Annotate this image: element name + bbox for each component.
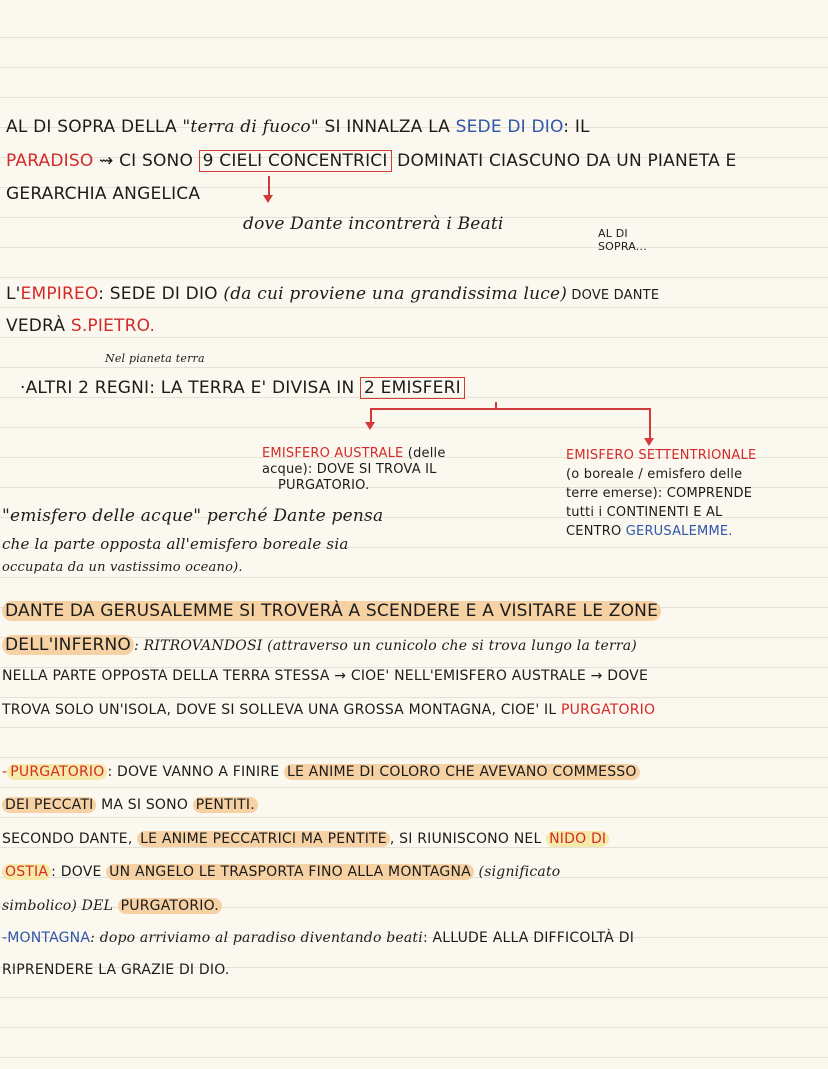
empireo-term: EMPIREO (20, 284, 99, 304)
para3-line1: ·ALTRI 2 REGNI: LA TERRA E' DIVISA IN 2 EMISFERI (20, 378, 465, 398)
para1-line1: AL DI SOPRA DELLA "terra di fuoco" SI INNALZA LA SEDE DI DIO: IL (6, 117, 590, 137)
sede-di-dio: SEDE DI DIO (455, 117, 564, 137)
para1-line2: PARADISO ⇝ CI SONO 9 CIELI CONCENTRICI DOMINATI CIASCUNO DA UN PIANETA E (6, 151, 737, 171)
para5-line5: simbolico) DEL PURGATORIO. (2, 898, 222, 914)
para3-quote-line3: occupata da un vastissimo oceano). (2, 560, 243, 575)
para3-quote-line1: "emisfero delle acque" perché Dante pensa (2, 506, 384, 526)
para2-line2: VEDRÀ S.PIETRO. (6, 316, 156, 336)
paradiso-term: PARADISO (6, 151, 94, 171)
branch-stem (495, 402, 497, 409)
para3-note: Nel pianeta terra (105, 352, 205, 365)
connector-arrow-head (263, 195, 273, 203)
hemisphere-north: EMISFERO SETTENTRIONALE (o boreale / emisfero delle terre emerse): COMPRENDE tutti i CONTINENTI E AL CENTRO GERUSALEMME. (566, 448, 757, 539)
para6-line2: RIPRENDERE LA GRAZIE DI DIO. (2, 962, 230, 978)
nine-heavens-box: 9 CIELI CONCENTRICI (199, 150, 392, 172)
northern-hemisphere-title: EMISFERO SETTENTRIONALE (566, 448, 757, 463)
southern-hemisphere-title: EMISFERO AUSTRALE (262, 446, 404, 461)
branch-right (649, 408, 651, 440)
para4-line4: TROVA SOLO UN'ISOLA, DOVE SI SOLLEVA UNA GROSSA MONTAGNA, CIOE' IL PURGATORIO (2, 702, 656, 718)
para4-line3: NELLA PARTE OPPOSTA DELLA TERRA STESSA → CIOE' NELL'EMISFERO AUSTRALE → DOVE (2, 668, 648, 684)
para5-line3: SECONDO DANTE, LE ANIME PECCATRICI MA PENTITE , SI RIUNISCONO NEL NIDO DI (2, 831, 609, 847)
nido-di-ostia-term: NIDO DI (546, 831, 609, 847)
para4-line1: DANTE DA GERUSALEMME SI TROVERÀ A SCENDERE E A VISITARE LE ZONE (2, 601, 661, 621)
gerusalemme-term: GERUSALEMME. (625, 524, 733, 539)
para4-line2: DELL'INFERNO : RITROVANDOSI (attraverso un cunicolo che si trova lungo la terra) (2, 635, 637, 655)
purgatorio-term: PURGATORIO (561, 702, 656, 718)
para5-line4: OSTIA : DOVE UN ANGELO LE TRASPORTA FINO ALLA MONTAGNA (significato (2, 864, 560, 880)
para1-note: AL DI SOPRA... (598, 227, 647, 253)
para5-line2: DEI PECCATI MA SI SONO PENTITI. (2, 797, 258, 813)
para1-line3: GERARCHIA ANGELICA (6, 184, 201, 204)
para1-line4: dove Dante incontrerà i Beati (243, 214, 504, 234)
connector-arrow (268, 176, 270, 196)
s-pietro-term: S.PIETRO. (70, 316, 156, 336)
montagna-heading: -MONTAGNA (2, 930, 91, 946)
branch-left-head (365, 422, 375, 430)
two-hemispheres-box: 2 EMISFERI (360, 377, 465, 399)
hemisphere-south: EMISFERO AUSTRALE (delle acque): DOVE SI TROVA IL PURGATORIO. (262, 446, 446, 493)
para3-quote-line2: che la parte opposta all'emisfero boreale sia (2, 535, 349, 553)
para6-line1: -MONTAGNA: dopo arriviamo al paradiso diventando beati: ALLUDE ALLA DIFFICOLTÀ DI (2, 930, 635, 946)
para5-line1: - PURGATORIO : DOVE VANNO A FINIRE LE ANIME DI COLORO CHE AVEVANO COMMESSO (2, 764, 640, 780)
branch-line (370, 408, 650, 410)
para2-line1: L'EMPIREO: SEDE DI DIO (da cui proviene una grandissima luce) DOVE DANTE (6, 284, 660, 304)
purgatorio-heading: PURGATORIO (7, 764, 107, 780)
branch-right-head (644, 438, 654, 446)
